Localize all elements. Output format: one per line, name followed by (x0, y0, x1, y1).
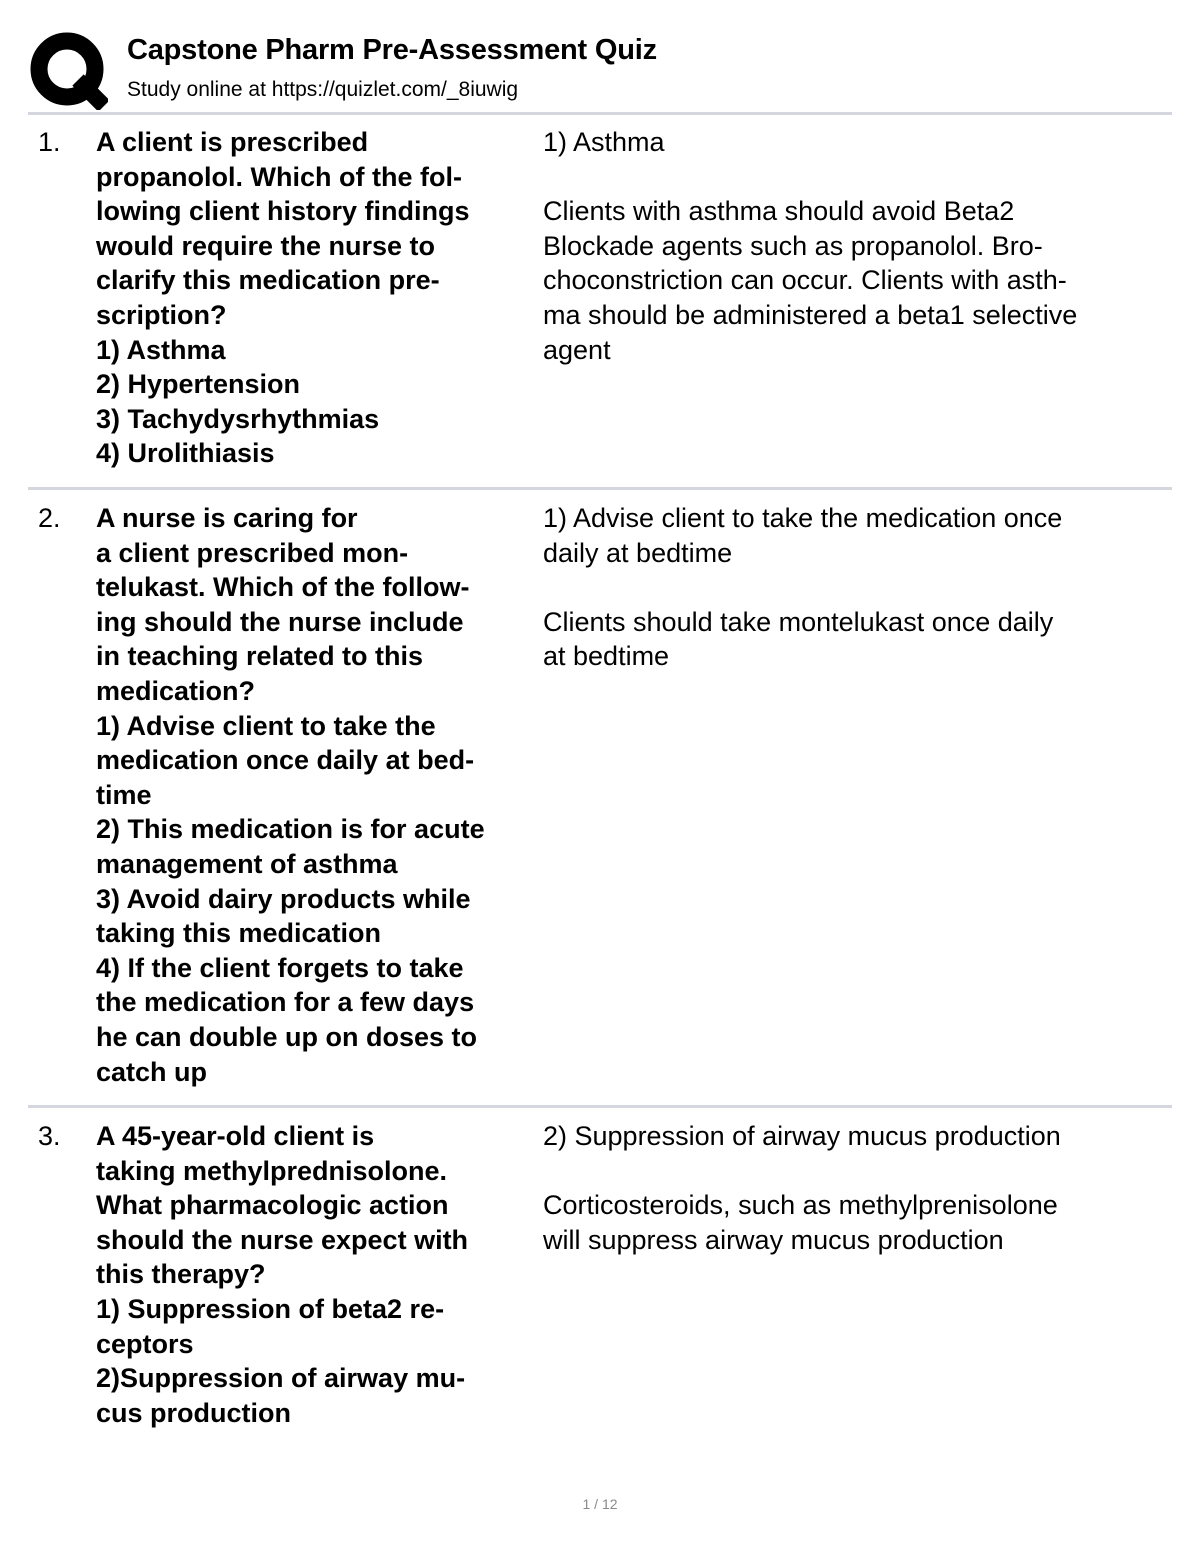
page-header (30, 30, 1172, 110)
question-line: lowing client history findings (96, 196, 470, 227)
rationale-line: Clients should take montelukast once daily (543, 606, 1054, 637)
question-line: would require the nurse to (96, 230, 436, 261)
answer-line: 1) Advise client to take the medication once (543, 503, 1063, 533)
answer-text (543, 125, 1163, 367)
answer-line: 2) Suppression of airway mucus production (543, 1121, 1061, 1151)
answer-line: daily at bedtime (543, 537, 733, 568)
question-line: 2) Hypertension (96, 369, 301, 400)
question-line: A client is prescribed (96, 127, 369, 157)
rationale-line: Blockade agents such as propanolol. Bro- (543, 230, 1043, 261)
question-line: time (96, 779, 152, 810)
question-line: taking methylprednisolone. (96, 1155, 448, 1186)
question-line: 1) Asthma (96, 334, 226, 365)
question-text (96, 501, 538, 1089)
card-number: 1. (38, 127, 61, 157)
page-title: Capstone Pharm Pre-Assessment Quiz (127, 34, 657, 66)
question-line: 4) If the client forgets to take (96, 952, 464, 983)
question-line: ceptors (96, 1328, 194, 1359)
rationale-line: will suppress airway mucus production (543, 1224, 1004, 1255)
question-line: 4) Urolithiasis (96, 438, 275, 469)
question-line: he can double up on doses to (96, 1021, 478, 1052)
question-line: taking this medication (96, 918, 382, 949)
page-number: 1 / 12 (582, 1496, 618, 1512)
question-line: A nurse is caring for (96, 503, 358, 533)
answer-text (543, 1119, 1163, 1257)
question-line: propanolol. Which of the fol- (96, 161, 462, 192)
question-line: 3) Tachydysrhythmias (96, 403, 380, 434)
question-line: clarify this medication pre- (96, 265, 440, 296)
question-line: ing should the nurse include (96, 606, 464, 637)
question-line: telukast. Which of the follow- (96, 572, 470, 603)
question-line: What pharmacologic action (96, 1190, 449, 1221)
rationale-line: ma should be administered a beta1 selective (543, 299, 1078, 330)
question-line: 2)Suppression of airway mu- (96, 1363, 466, 1394)
divider (28, 487, 1172, 490)
question-line: a client prescribed mon- (96, 537, 409, 568)
question-line: management of asthma (96, 848, 398, 879)
question-line: 1) Suppression of beta2 re- (96, 1293, 445, 1324)
rationale-line: Clients with asthma should avoid Beta2 (543, 196, 1015, 227)
question-line: should the nurse expect with (96, 1224, 469, 1255)
question-line: catch up (96, 1056, 208, 1087)
divider (28, 112, 1172, 115)
study-online-link[interactable]: Study online at https://quizlet.com/_8iuwig (127, 78, 519, 101)
card-number: 3. (38, 1121, 61, 1151)
rationale-line: at bedtime (543, 641, 670, 672)
question-line: medication? (96, 675, 256, 706)
question-line: 2) This medication is for acute (96, 814, 485, 845)
question-line: the medication for a few days (96, 987, 475, 1018)
card-number: 2. (38, 503, 61, 533)
question-line: 3) Avoid dairy products while (96, 883, 471, 914)
rationale-line: choconstriction can occur. Clients with asth- (543, 265, 1067, 296)
question-line: 1) Advise client to take the (96, 710, 436, 741)
question-line: medication once daily at bed- (96, 745, 475, 776)
divider (28, 1105, 1172, 1108)
question-line: A 45-year-old client is (96, 1121, 375, 1151)
rationale-line: agent (543, 334, 611, 365)
question-line: scription? (96, 299, 227, 330)
question-text (96, 125, 538, 471)
question-line: this therapy? (96, 1259, 266, 1290)
answer-line: 1) Asthma (543, 127, 665, 157)
question-line: in teaching related to this (96, 641, 424, 672)
answer-text (543, 501, 1163, 674)
question-text (96, 1119, 538, 1430)
question-line: cus production (96, 1397, 291, 1428)
quizlet-logo-icon (30, 32, 108, 110)
rationale-line: Corticosteroids, such as methylprenisolone (543, 1190, 1058, 1221)
